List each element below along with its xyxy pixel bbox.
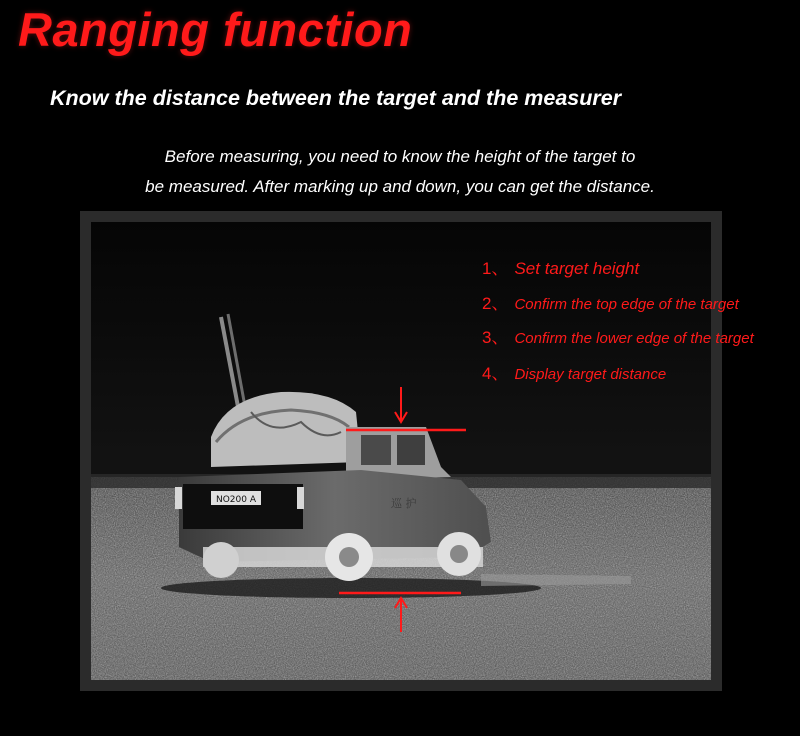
door-text: 巡 护 [391, 497, 417, 510]
step-item-3 [482, 323, 754, 348]
description-line-1: Before measuring, you need to know the height of the target to [164, 147, 636, 166]
step-label: Confirm the lower edge of the target [514, 330, 754, 347]
step-number: 4、 [482, 364, 509, 383]
page-subtitle: Know the distance between the target and the measurer [50, 86, 622, 110]
cab-window [361, 435, 391, 465]
description [60, 142, 740, 202]
step-item-1 [482, 254, 639, 279]
thermal-image-frame [80, 211, 722, 691]
step-item-2 [482, 289, 739, 314]
step-number: 1、 [482, 259, 509, 278]
step-label: Set target height [514, 259, 640, 278]
license-plate-text: NO200 A [215, 495, 257, 505]
rear-panel [183, 484, 303, 529]
step-number: 2、 [482, 294, 509, 313]
step-label: Confirm the top edge of the target [514, 296, 739, 313]
page-title: Ranging function [18, 3, 413, 56]
step-number: 3、 [482, 328, 509, 347]
description-line-2: be measured. After marking up and down, you can get the distance. [145, 177, 655, 196]
step-item-4 [482, 359, 666, 384]
step-label: Display target distance [514, 366, 667, 383]
